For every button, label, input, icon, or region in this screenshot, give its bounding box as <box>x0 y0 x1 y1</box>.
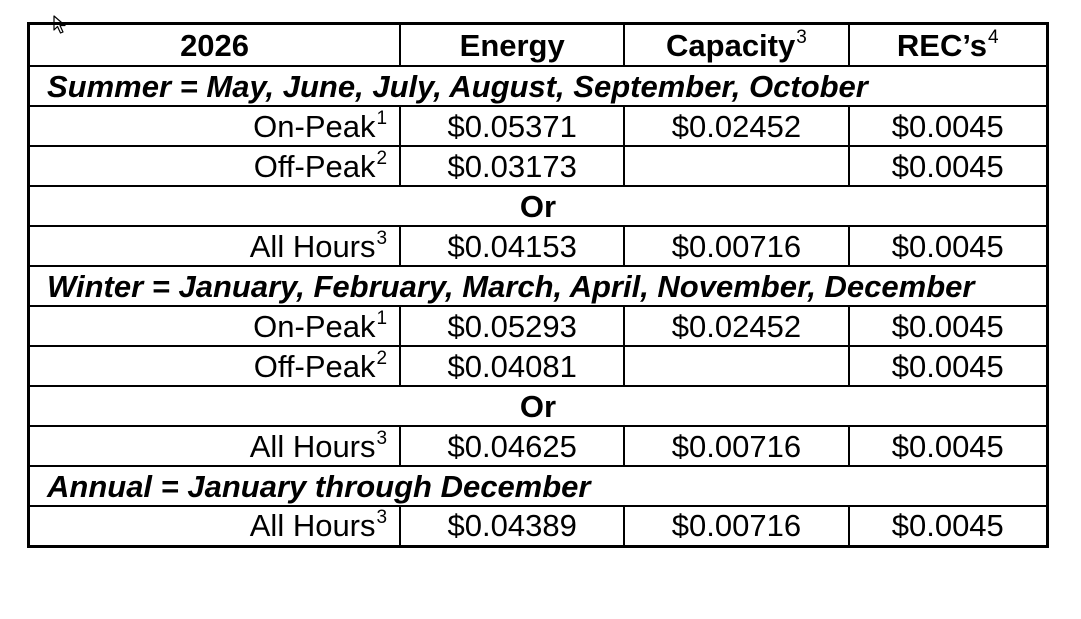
recs-value: $0.0045 <box>849 226 1048 266</box>
energy-value: $0.04389 <box>400 506 624 546</box>
row-label-text: All Hours <box>249 428 376 464</box>
or-row <box>29 186 1048 226</box>
recs-value: $0.0045 <box>849 146 1048 186</box>
table-row <box>29 226 1048 266</box>
energy-value: $0.04081 <box>400 346 624 386</box>
energy-value: $0.04153 <box>400 226 624 266</box>
footnote-marker: 2 <box>376 147 388 169</box>
row-label-text: Off-Peak <box>253 348 376 384</box>
table-row <box>29 306 1048 346</box>
row-label-text: All Hours <box>249 228 376 264</box>
capacity-value: $0.00716 <box>624 426 848 466</box>
recs-value: $0.0045 <box>849 426 1048 466</box>
recs-value: $0.0045 <box>849 306 1048 346</box>
row-label <box>29 426 401 466</box>
row-label <box>29 346 401 386</box>
footnote-marker: 1 <box>376 107 388 129</box>
energy-header: Energy <box>400 24 624 67</box>
capacity-value: $0.00716 <box>624 506 848 546</box>
row-label <box>29 306 401 346</box>
footnote-marker: 3 <box>376 227 388 249</box>
capacity-value: $0.02452 <box>624 106 848 146</box>
row-label <box>29 106 401 146</box>
annual-title-row <box>29 466 1048 506</box>
capacity-value <box>624 346 848 386</box>
winter-title-row <box>29 266 1048 306</box>
capacity-value: $0.02452 <box>624 306 848 346</box>
table-row <box>29 106 1048 146</box>
or-label: Or <box>29 186 1048 226</box>
row-label <box>29 226 401 266</box>
summer-title: Summer = May, June, July, August, September, October <box>29 66 1048 106</box>
capacity-value <box>624 146 848 186</box>
row-label-text: Off-Peak <box>253 148 376 184</box>
rate-table <box>27 22 1049 548</box>
energy-value: $0.05293 <box>400 306 624 346</box>
energy-value: $0.03173 <box>400 146 624 186</box>
recs-header-label: REC’s <box>896 27 988 63</box>
row-label-text: On-Peak <box>253 308 376 344</box>
header-row <box>29 24 1048 67</box>
energy-value: $0.04625 <box>400 426 624 466</box>
winter-title: Winter = January, February, March, April, November, December <box>29 266 1048 306</box>
energy-value: $0.05371 <box>400 106 624 146</box>
row-label <box>29 506 401 546</box>
row-label-text: All Hours <box>249 508 376 544</box>
row-label-text: On-Peak <box>253 108 376 144</box>
footnote-marker: 2 <box>376 347 388 369</box>
recs-header <box>849 24 1048 67</box>
summer-title-row <box>29 66 1048 106</box>
footnote-marker: 1 <box>376 307 388 329</box>
row-label <box>29 146 401 186</box>
capacity-value: $0.00716 <box>624 226 848 266</box>
footnote-marker: 3 <box>796 26 807 48</box>
table-row <box>29 346 1048 386</box>
footnote-marker: 4 <box>988 26 999 48</box>
recs-value: $0.0045 <box>849 106 1048 146</box>
footnote-marker: 3 <box>376 427 388 449</box>
recs-value: $0.0045 <box>849 506 1048 546</box>
year-header: 2026 <box>29 24 401 67</box>
or-row <box>29 386 1048 426</box>
or-label: Or <box>29 386 1048 426</box>
capacity-header-label: Capacity <box>666 27 796 63</box>
footnote-marker: 3 <box>376 507 388 529</box>
annual-title: Annual = January through December <box>29 466 1048 506</box>
recs-value: $0.0045 <box>849 346 1048 386</box>
table-row <box>29 146 1048 186</box>
table-row <box>29 426 1048 466</box>
table-row <box>29 506 1048 546</box>
capacity-header <box>624 24 848 67</box>
